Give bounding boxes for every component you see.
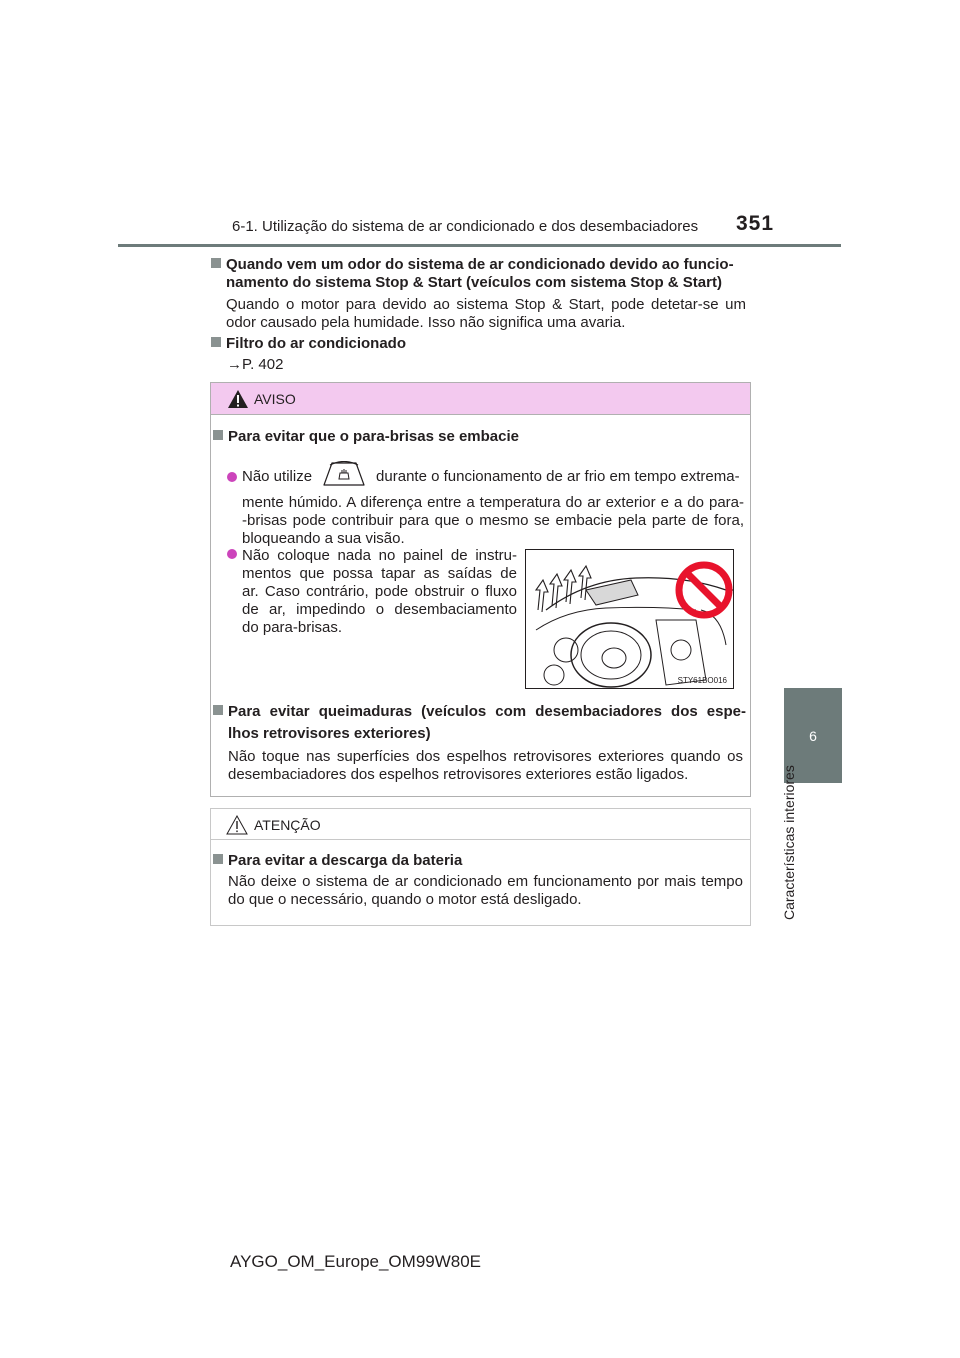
body-line: odor causado pela humidade. Isso não significa uma avaria.: [226, 314, 626, 331]
bullet-text: mente húmido. A diferença entre a temperatura do ar exterior e a do para-: [242, 494, 744, 511]
warning-label: AVISO: [254, 391, 296, 407]
page-number: 351: [736, 212, 775, 235]
warning-triangle-icon: [227, 389, 249, 409]
bullet-text: mentos que possa tapar as saídas de: [242, 565, 517, 582]
bullet-text: Não coloque nada no painel de instru-: [242, 547, 517, 564]
square-bullet-icon: [213, 854, 223, 864]
body-line: Não toque nas superfícies dos espelhos retrovisores exteriores quando os: [228, 748, 743, 765]
burn-body: [228, 748, 743, 784]
square-bullet-icon: [213, 430, 223, 440]
figure-code: STY61BO016: [677, 676, 727, 685]
bullet-text: de ar, impedindo o desembaciamento: [242, 601, 517, 618]
section-odor-body: [226, 296, 746, 332]
bullet-text: Não utilize: [242, 467, 313, 485]
caution-label: ATENÇÃO: [254, 817, 321, 833]
body-line: Quando o motor para devido ao sistema Stop & Start, pode detetar-se um: [226, 296, 746, 313]
burn-heading: [213, 701, 746, 745]
page-reference-link[interactable]: →P. 402: [227, 356, 284, 373]
square-bullet-icon: [211, 337, 221, 347]
square-bullet-icon: [211, 258, 221, 268]
running-header: 6-1. Utilização do sistema de ar condicionado e dos desembaciadores: [232, 218, 699, 235]
caution-header: [211, 809, 750, 840]
round-bullet-icon: [227, 549, 237, 559]
heading-line: Para evitar queimaduras (veículos com desembaciadores dos espe-: [228, 703, 746, 720]
section-odor-heading: [211, 256, 751, 292]
heading-line: lhos retrovisores exteriores): [228, 725, 431, 742]
warning-box: [210, 382, 751, 797]
chapter-label: Características interiores: [781, 765, 797, 920]
bullet-text: -brisas pode contribuir para que o mesmo se embacie pela parte de fora,: [242, 512, 744, 529]
heading-text: Para evitar a descarga da bateria: [228, 852, 463, 869]
prohibition-icon: [679, 565, 729, 615]
bullet-text: bloqueando a sua visão.: [242, 530, 405, 547]
chapter-number: 6: [809, 727, 817, 744]
battery-body: [228, 873, 743, 909]
fog-heading: [213, 428, 519, 446]
bullet-text: ar. Caso contrário, pode obstruir o fluxo: [242, 583, 517, 600]
heading-line: namento do sistema Stop & Start (veículos com sistema Stop & Start): [226, 274, 722, 291]
section-filter-heading: [211, 335, 406, 353]
heading-line: Quando vem um odor do sistema de ar condicionado devido ao funcio-: [226, 256, 734, 273]
heading-text: Filtro do ar condicionado: [226, 335, 406, 352]
square-bullet-icon: [213, 705, 223, 715]
defroster-button-icon: [322, 461, 366, 492]
fog-bullet-1: [227, 461, 744, 548]
dashboard-illustration: [525, 549, 734, 689]
warning-header: [211, 383, 750, 415]
bullet-text: durante o funcionamento de ar frio em tempo extrema-: [376, 467, 740, 485]
document-id: AYGO_OM_Europe_OM99W80E: [230, 1252, 482, 1271]
body-line: desembaciadores dos espelhos retrovisores exteriores estão ligados.: [228, 766, 689, 783]
dashboard-drawing: [526, 550, 733, 688]
round-bullet-icon: [227, 472, 237, 482]
caution-box: [210, 808, 751, 926]
fog-bullet-2: [227, 547, 517, 637]
body-line: Não deixe o sistema de ar condicionado em funcionamento por mais tempo: [228, 873, 743, 890]
bullet-text: do para-brisas.: [242, 619, 343, 636]
caution-triangle-icon: [226, 815, 248, 835]
heading-text: Para evitar que o para-brisas se embacie: [228, 428, 519, 445]
body-line: do que o necessário, quando o motor está desligado.: [228, 891, 582, 908]
battery-heading: [213, 852, 462, 870]
header-rule: [118, 244, 841, 247]
